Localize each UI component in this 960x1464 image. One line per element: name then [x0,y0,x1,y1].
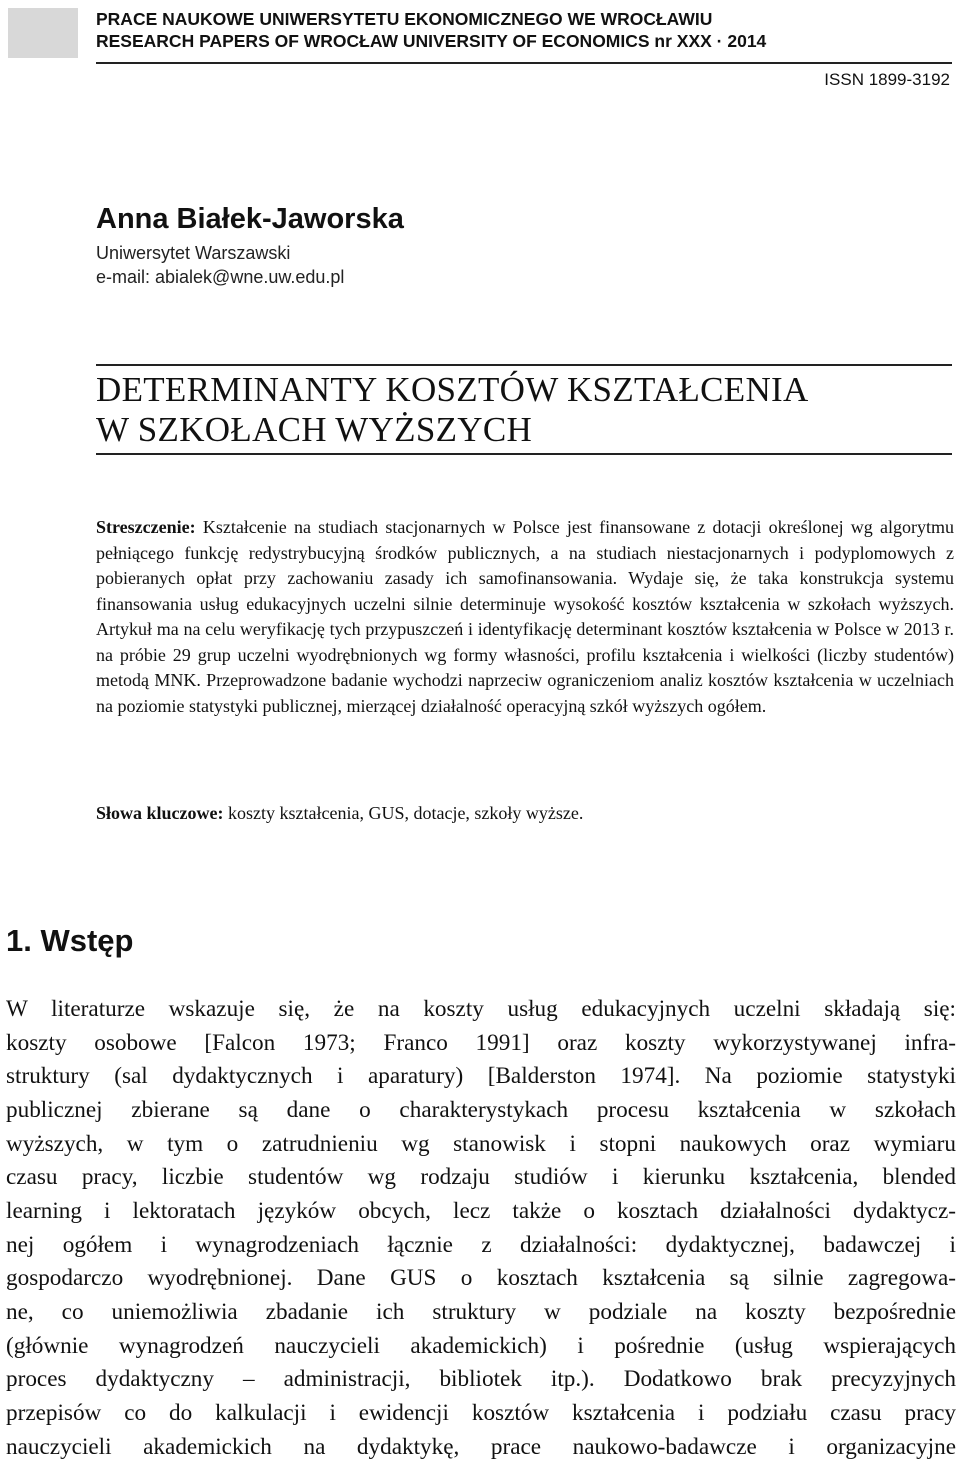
keywords-text: koszty kształcenia, GUS, dotacje, szkoły wyższe. [223,803,584,823]
header-rule [96,62,952,64]
abstract-label: Streszczenie: [96,517,196,537]
body-text [6,993,956,1464]
series-title-english: RESEARCH PAPERS OF WROCŁAW UNIVERSITY OF ECONOMICS nr XXX · 2014 [96,31,767,51]
journal-series-header [96,8,950,52]
body-line: przepisów co do kalkulacji i ewidencji kosztów kształcenia i podziału czasu pracy [6,1399,956,1426]
section-heading: 1. Wstęp [6,923,134,958]
body-line: wyższych, w tym o zatrudnieniu wg stanowisk i stopni naukowych oraz wymiaru [6,1130,956,1157]
issn: ISSN 1899-3192 [824,70,950,89]
keywords-label: Słowa kluczowe: [96,803,224,823]
body-line: W literaturze wskazuje się, że na koszty usług edukacyjnych uczelni składają się: [6,996,956,1022]
author-name: Anna Białek-Jaworska [96,203,404,235]
series-title-polish: PRACE NAUKOWE UNIWERSYTETU EKONOMICZNEGO WE WROCŁAWIU [96,9,713,29]
keywords [96,800,954,826]
abstract [96,515,954,719]
body-line: (głównie wynagrodzeń nauczycieli akademickich) i pośrednie (usług wspierających [6,1332,956,1359]
body-line: learning i lektoratach języków obcych, lecz także o kosztach działalności dydaktycz- [6,1197,956,1224]
title-bottom-rule [96,453,952,455]
body-line: czasu pracy, liczbie studentów wg rodzaju studiów i kierunku kształcenia, blended [6,1164,956,1191]
body-line: struktury (sal dydaktycznych i aparatury) [Balderston 1974]. Na poziomie statystyki [6,1063,956,1090]
body-line: nej ogółem i wynagrodzeniach łącznie z działalności: dydaktycznej, badawczej i [6,1231,956,1258]
author-email: e-mail: abialek@wne.uw.edu.pl [96,267,345,287]
body-line: nauczycieli akademickich na dydaktykę, prace naukowo-badawcze i organizacyjne [6,1433,956,1460]
body-line: ne, co uniemożliwia zbadanie ich struktury w podziale na koszty bezpośrednie [6,1298,956,1325]
header-gray-block [8,8,78,58]
paper-title [96,370,952,450]
paper-title-line-2: W SZKOŁACH WYŻSZYCH [96,410,533,449]
title-top-rule [96,364,952,366]
paper-title-line-1: DETERMINANTY KOSZTÓW KSZTAŁCENIA [96,370,809,409]
body-line: gospodarczo wyodrębnionej. Dane GUS o kosztach kształcenia są silnie zagregowa- [6,1265,956,1292]
body-line: koszty osobowe [Falcon 1973; Franco 1991] oraz koszty wykorzystywanej infra- [6,1029,956,1056]
body-line: publicznej zbierane są dane o charakterystykach procesu kształcenia w szkołach [6,1096,956,1123]
abstract-text: Kształcenie na studiach stacjonarnych w Polsce jest finansowane z dotacji określonej wg algorytmu pełniącego funkcję redystrybucyjną środków publicznych, a na studiach niestacjonarnych i podyplomowych z pobieranych opłat przy zachowaniu zasady ich samofinansowania. Wydaje się, że taka konstrukcja systemu finansowania usług edukacyjnych uczelni silnie determinuje wysokość kosztów kształcenia w szkołach wyższych. Artykuł ma na celu weryfikację tych przypuszczeń i identyfikację determinant kosztów kształcenia w Polsce w 2013 r. na próbie 29 grup uczelni wyodrębnionych wg formy własności, profilu kształcenia i wielkości (liczby studentów) metodą MNK. Przeprowadzone badanie wychodzi naprzeciw ograniczeniom analiz kosztów kształcenia w uczelniach na poziomie statystyki publicznej, mierzącej działalność operacyjną szkół wyższych ogółem. [96,517,954,716]
body-line: proces dydaktyczny – administracji, bibliotek itp.). Dodatkowo brak precyzyjnych [6,1366,956,1393]
author-affiliation: Uniwersytet Warszawski [96,243,291,263]
